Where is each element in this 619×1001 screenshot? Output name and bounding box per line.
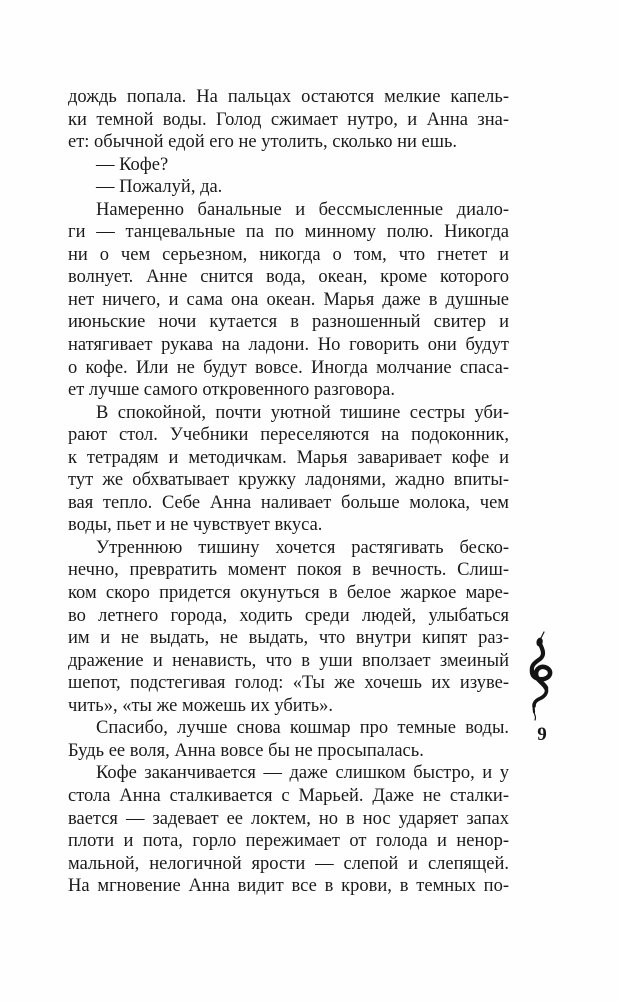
- text-line: дражение и ненависть, что в уши вползает змеиный: [68, 650, 509, 671]
- text-line: ги — танцевальные па по минному полю. Никогда: [68, 222, 509, 243]
- paragraph: [68, 402, 509, 537]
- text-line: ки темной воды. Голод сжимает нутро, и Анна зна-: [68, 109, 509, 130]
- text-line: нечно, превратить момент покоя в вечность. Слиш-: [68, 560, 509, 581]
- text-line: тут же обхватывает кружку ладонями, жадно впиты-: [68, 470, 509, 491]
- text-line: волнует. Анне снится вода, океан, кроме которого: [68, 267, 509, 288]
- text-line: На мгновение Анна видит все в крови, в темных по-: [68, 876, 509, 897]
- text-line: во летнего города, ходить среди людей, улыбаться: [68, 605, 509, 626]
- text-line: — Кофе?: [96, 154, 169, 175]
- text-line: натягивает рукава на ладони. Но говорить они будут: [68, 335, 509, 356]
- paragraph: [68, 537, 509, 717]
- text-line: ет лучше самого откровенного разговора.: [68, 380, 395, 401]
- text-line: ком скоро придется окунуться в белое жаркое маре-: [68, 583, 509, 604]
- book-page-text: [68, 86, 509, 898]
- snake-ornament-icon: [521, 630, 563, 722]
- paragraph: [68, 176, 509, 199]
- text-line: им и не выдать, не выдать, что внутри кипят раз-: [68, 628, 509, 649]
- text-line: В спокойной, почти уютной тишине сестры уби-: [96, 402, 509, 423]
- text-line: Кофе заканчивается — даже слишком быстро, и у: [96, 763, 509, 784]
- text-line: ни о чем серьезном, никогда о том, что гнетет и: [68, 244, 509, 265]
- text-line: Намеренно банальные и бессмысленные диало-: [96, 199, 509, 220]
- text-line: шепот, подстегивая голод: «Ты же хочешь их изуве-: [68, 673, 509, 694]
- margin-ornament: [521, 630, 563, 750]
- text-line: рают стол. Учебники переселяются на подоконник,: [68, 425, 509, 446]
- text-line: мальной, нелогичной ярости — слепой и слепящей.: [68, 853, 509, 874]
- text-line: к тетрадям и методичкам. Марья заваривает кофе и: [68, 447, 509, 468]
- text-line: Спасибо, лучше снова кошмар про темные воды.: [96, 718, 509, 739]
- paragraph: [68, 154, 509, 177]
- text-line: стола Анна сталкивается с Марьей. Даже не сталки-: [68, 785, 509, 806]
- text-line: вая тепло. Себе Анна наливает больше молока, чем: [68, 492, 509, 513]
- text-line: дождь попала. На пальцах остаются мелкие капель-: [68, 87, 509, 107]
- paragraph: [68, 762, 509, 897]
- text-line: воды, пьет и не чувствует вкуса.: [68, 515, 323, 536]
- text-line: чить», «ты же можешь их убить».: [68, 695, 334, 716]
- text-line: — Пожалуй, да.: [96, 177, 223, 198]
- text-line: Будь ее воля, Анна вовсе бы не просыпалась.: [68, 740, 424, 761]
- text-line: плоти и пота, горло пережимает от голода и ненор-: [68, 831, 509, 852]
- paragraph: [68, 199, 509, 402]
- text-line: нет ничего, и сама она океан. Марья даже в душные: [68, 289, 509, 310]
- text-line: о кофе. Или не будут вовсе. Иногда молчание спаса-: [68, 357, 509, 378]
- page-number: 9: [537, 724, 547, 745]
- text-line: ет: обычной едой его не утолить, сколько ни ешь.: [68, 132, 458, 153]
- paragraph: [68, 86, 509, 154]
- text-line: июньские ночи кутается в разношенный свитер и: [68, 312, 509, 333]
- paragraph: [68, 717, 509, 762]
- text-line: вается — задевает ее локтем, но в нос ударяет запах: [68, 808, 509, 829]
- text-line: Утреннюю тишину хочется растягивать беско-: [96, 537, 509, 558]
